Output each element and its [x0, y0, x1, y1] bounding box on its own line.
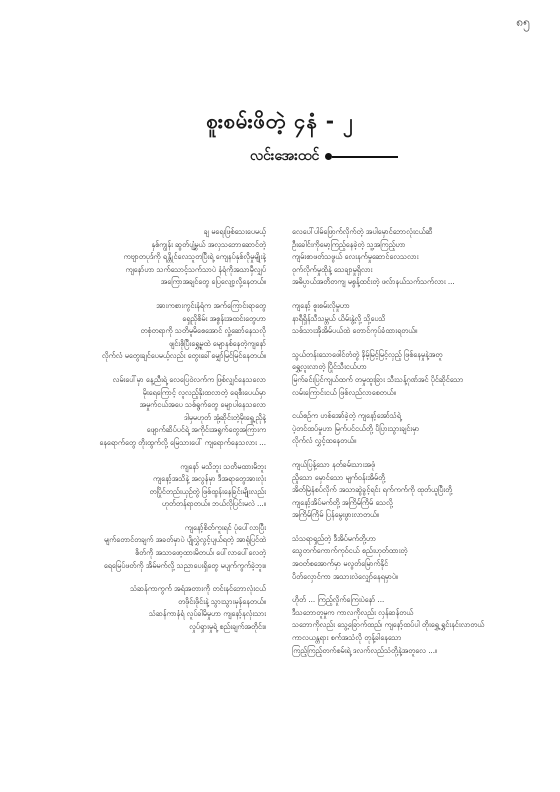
- poem-line: မျက်တောင်တချက် အခတ်မှာပဲ ပျိုလွှဲလွင့်ပျယ်ရတဲ့ အာရုံပြင်ထဲ: [104, 535, 266, 545]
- poem-line: ကျယ်ပြန့်သော နတ်ခမ်းသားအဖုံ: [292, 459, 376, 469]
- left-stanza: [40, 374, 266, 450]
- poem-line: တပြိုင်တည်းယှဉ်တွဲ ဖြစ်ထွန်းနေခြင်းမျိုးလည်း: [149, 486, 266, 496]
- poem-line: အဓိပ္ပာယ်အတိတကျ မစွန့်ထင်းတဲ့ ဖလ်ာနယ်သက်သက်လား ...: [292, 277, 455, 287]
- poem-line: ချ မရေးဖြစ်သေးပေမယ့်: [203, 227, 266, 236]
- poem-line: ရွှေ့လူးလာတဲ့ ပြိုင်သီးငယ်ဟာ: [292, 362, 367, 372]
- right-stanza: [292, 594, 532, 657]
- poem-line: ကျမ်းစာဖတ်သဖွယ် လေးနက်မှုဆောင်လေသလား: [292, 252, 419, 262]
- left-stanza: [40, 226, 266, 289]
- poem-line: ကြည့်ကြည့်တက်စမ်းရဲ့ ဒလက်လည်သံတို့နဲ့အတူလေ ...။: [292, 645, 438, 655]
- poem-line: အိတ်မြဲနံစပ်လိုက် အသာဆွဲခွင့်ရင်း ရက်ကက်ကို ထုတ်ယူပြီးတို့: [292, 485, 453, 495]
- poem-line: ညှိုသော မှောင်သော မျက်ဝန်းအိမ်တို့: [292, 472, 386, 482]
- poem-line: အကြောအချင်တွေ ပြေလျော့လို့နေတယ်။: [160, 277, 266, 287]
- right-stanza: [292, 349, 532, 399]
- poem-line: လမ်းကြောင်းငယ် ဖြစ်လည်လာစေတယ်။: [292, 387, 396, 397]
- right-column: [292, 226, 532, 668]
- poem-line: ပိတ်လှောင်ကာ အသားလဲလျှော်နေရမှာပဲ။: [292, 571, 399, 581]
- left-column: [40, 226, 266, 645]
- right-stanza: [292, 300, 532, 338]
- poem-line: ကဗျာတပုဒ်ကို ရန္တိုင်လေသူတပြီးရဲ့ ကျေနပ်နှစ်လိုမှုမျိုးနဲ့: [123, 252, 266, 262]
- poem-line: ဖျင်းစိုပြီးရွှေ့မှုထဲ မျောနစ်နေတဲ့ကျနော်: [169, 338, 266, 348]
- poem-line: သွေတက်ကောက်ကုဝ်ငယ် စည်းဟုတ်ထားတဲ့: [292, 546, 408, 556]
- poem-line: ကာလယန္တရား စက်အသံလို တုန့်ခါနေသော: [292, 633, 402, 643]
- poem-line: လှုပ်ရှားမှုရဲ့ စည်းချက်အတိုင်း။: [189, 622, 266, 632]
- poem-line: နာရီရှိန်သီသမ္ဘယ် ယိမ်းနွဲ့လို့ သို့ပေသိ: [292, 313, 386, 323]
- rule-dot: [325, 153, 332, 160]
- poem-line: အကြိမ်ကြိမ် ပြန်မွေးဖွားလာတယ်။: [292, 510, 380, 520]
- poem-line: ကျနော် မသိဘူး သတိမထားမိဘူး: [180, 461, 266, 471]
- poem-line: သွယ်တန်းသောဖေါင်တံတွဲ နိမ့်မြင့်မြင့်လှည့် ဖြစ်နေမှုနဲ့အတူ: [292, 349, 443, 359]
- poem-line: ရှေညိုစိမ်း အစွန်းအထင်းတွေဟာ: [182, 313, 266, 323]
- poem-line: လေပေါ်ပါမ်ဖြောက်လိုက်တဲ့ အပါမှောင်ဘောလုံးငယ်ဆီ: [292, 227, 433, 236]
- right-stanza: [292, 459, 532, 522]
- poem-line: ဟုတ်တန်ရာတယ်။ ဘယ်လိုပြင်းမလဲ ...။: [161, 499, 266, 509]
- right-stanza: [292, 410, 532, 448]
- poem-line: သစ်သားအိုအိမ်ပယ်ထဲ တောင်ကုပ်ခံထားရတယ်။: [292, 326, 418, 336]
- poem-line: ငယ်စဉ်က ဟစ်အော်ခဲ့တဲ့ ကျနော့်အော်သံရဲ့: [292, 411, 401, 421]
- poem-line: သဘောကိုလည်း သွေ့ခြောက်ထည်၊ ကျနော့်ထပ်ပါ တိုးရွှေ့ ရွှင်းနင်းလာတယ်: [292, 620, 485, 630]
- poem-line: သံဆန်ကာနံရံ လူပ်ခါမိမှုဟာ ကျနော့်နလုံးသား: [148, 609, 266, 619]
- poem-line: လိုက်လံ မတွေးချင်ပေမယ့်လည်း တွေးခေါ်မျှော်မြင်မြင်နေတယ်။: [101, 351, 266, 361]
- poem-line: နှစ်ကျွန်း ဆွတ်ပျံ့မွှယ် အလှသဘောဆောင်တဲ့: [151, 239, 266, 249]
- left-stanza: [40, 522, 266, 572]
- poem-line: ကျနော့်စိတ်ကူးရင် ပုံပေါ်လာပြီး: [184, 522, 266, 532]
- poem-line: မိုးရေကြောင့် လူလည့်နိုးထလာတဲ့ ရေစီးပေယ်မှာ: [142, 387, 266, 397]
- poem-line: အဝတ်စအောက်မှာ မလွတ်မြောက်နိုင်: [292, 559, 389, 569]
- poem-line: သံဆန်ကာကွက် အရံအတားကို တင်းနင်ဘောလုံးငယ်: [130, 584, 266, 594]
- rule-line: [332, 156, 398, 158]
- poem-line: သံသရာရှည်တဲ့ ဒီအိပ်မက်တို့ဟာ: [292, 533, 376, 543]
- poem-author: လင်းအေးထင်: [250, 148, 320, 164]
- poem-line: နေရောက်တွေ တိုးထွက်လို့ မြေသားပေါ် ကျရောက်နေသလား ...: [99, 437, 266, 447]
- poem-line: ကျနော့် စူးစမ်းလိုမှုဟာ: [292, 300, 350, 310]
- poem-line: ဖျောက်ဆိပ်ပင်ရဲ့ အကိုင်းအရွက်တွေအကြားက: [146, 425, 266, 435]
- poem-line: လမ်းပေါ်မှာ နေ့ညီးရဲ့ လေပြေဝဲလက်က ဖြစ်လျှင်နေသလော: [112, 374, 266, 384]
- poem-line: ကျနော့်အသိနဲ့ အလွန်မှာ ဒီအရာတွေအားလုံး: [153, 474, 266, 484]
- right-stanza: [292, 226, 532, 289]
- poem-line: ကျနော်ဟာ သက်သောင့်သက်သာပဲ နံရံကိုအသာမှီလျှပ်: [125, 264, 266, 274]
- author-rule: [325, 153, 398, 160]
- poem-line: လိုက်လံ လွှင့်ထနေတယ်။: [292, 436, 357, 446]
- left-stanza: [40, 583, 266, 633]
- poem-line: အားကစားကွင်းနံရံက အက်ကြောင်းရာတွေ: [156, 300, 266, 310]
- poem-line: တစုံတရာကို သတိမူမိစေအောင် လှုံ့ဆော်နေသလို: [140, 326, 266, 336]
- poem-line: ဒီသဘောတူမှုက ကာလကိုလည်း လှန်ဆန်တယ်: [292, 607, 414, 617]
- poem-line: ဒါမှမဟုတ် အုံ့ဆိုင်းတဲ့မိုးရွေ့ညိုနဲ့: [183, 412, 266, 422]
- poem-line: ရေမြေပ်ဖတ်ကို အိမ်မက်လို့ သညာပေးရှိတွေ မပျက်ကွက်ခဲ့ဘူး။: [103, 560, 266, 570]
- poem-title: စူးစမ်းဖိတဲ့ ၄နံ - ၂: [206, 109, 354, 133]
- poem-line: အမှုက်ငယ်အပေ သစ်ရွက်တွေ မျောပါနေသလော: [139, 400, 266, 410]
- author-row: [250, 146, 398, 167]
- left-stanza: [40, 461, 266, 511]
- poem-line: ဟိုတ် ... ကြည့်လှိုက်ကြေးပဲနော် ...: [292, 595, 385, 605]
- poem-line: ဝုက်လိုက်မှုထိုနဲ့ သေချာမှုရှိလား: [292, 264, 373, 274]
- left-stanza: [40, 300, 266, 363]
- poem-line: ကျနော့်အိပ်မက်တို့ အကြိမ်ကြိမ် သေလို့: [292, 497, 393, 507]
- poem-line: ပဲ့တင်ထပ်မှုဟာ မြက်ပင်ငယ်တို့ ပိပြားသွားချင်းမှာ: [292, 423, 420, 433]
- poem-line: ဦးခေါင်းကိုမော့ကြည့်နေခဲ့တဲ့ သူ့အကြည့်ဟာ: [292, 239, 406, 249]
- page-number: ၈၅: [516, 15, 530, 29]
- poem-line: တဖိုင်းဖိုင်းနဲ့ သွားသွားမှန်နေတယ်။: [178, 596, 266, 606]
- right-stanza: [292, 533, 532, 583]
- poem-line: စိတ်ကို အသာဖော့ထားမိတယ်၊ ပေါ်လာပေါ်လေတဲ့: [135, 548, 266, 558]
- poem-line: မြက်ခင်းပြင်ကျယ်ထက် တမှုထူးခြား သီးသန့်ဂုဏ်အင် ပိုင်ဆိုင်သော: [292, 374, 464, 384]
